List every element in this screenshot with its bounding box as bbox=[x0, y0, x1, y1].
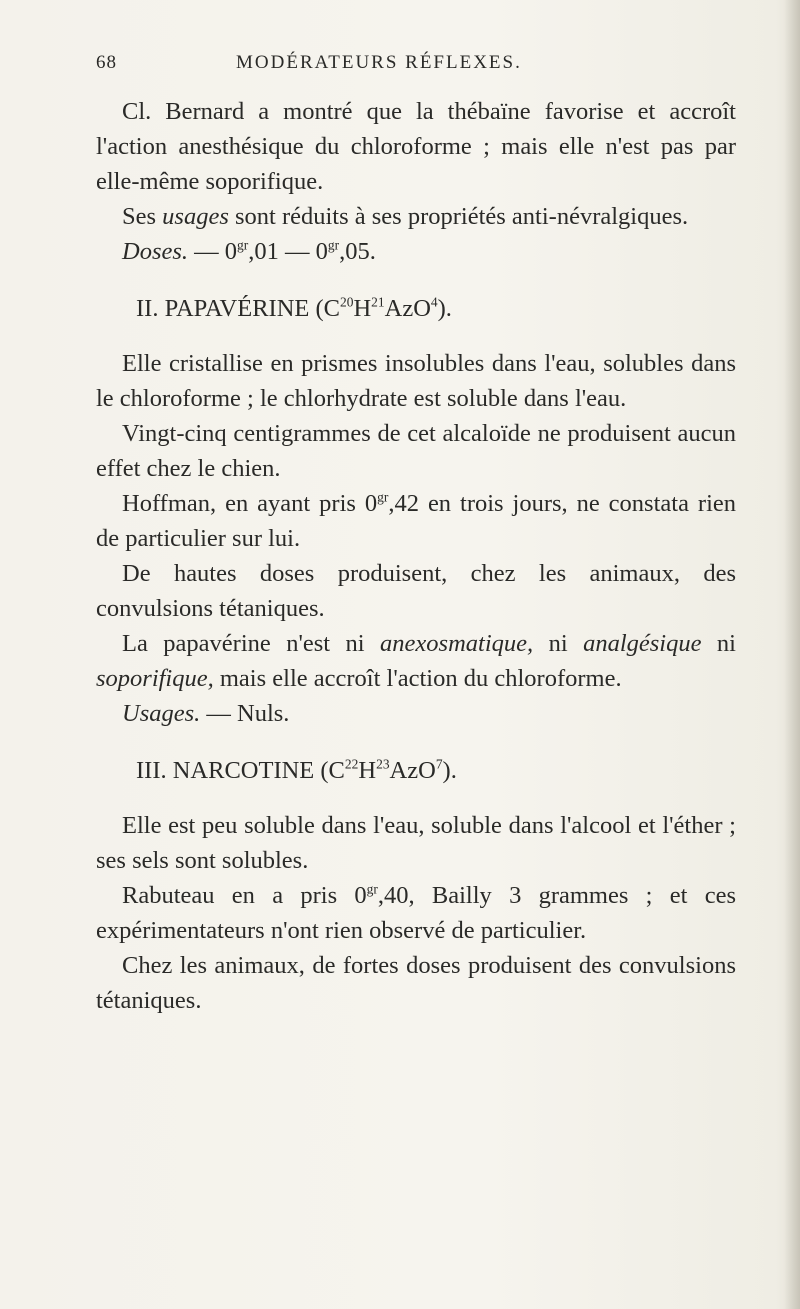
papaverine-paragraph-4: De hautes doses produisent, chez les animaux, des convulsions tétaniques. bbox=[96, 560, 736, 622]
page-number: 68 bbox=[96, 52, 117, 73]
papaverine-paragraph-5: La papavérine n'est ni anexosmatique, ni analgésique ni soporifique, mais elle accroît l'action du chloroforme. bbox=[96, 630, 736, 692]
thebaine-paragraph: Cl. Bernard a montré que la thébaïne favorise et accroît l'action anesthésique du chloroforme ; mais elle n'est pas par elle-même soporifique. bbox=[96, 98, 736, 195]
papaverine-paragraph-3: Hoffman, en ayant pris $0^{gr},42$ en trois jours, ne constata rien de particulier sur lui. bbox=[96, 489, 736, 552]
page-edge-shadow bbox=[784, 0, 800, 1309]
narcotine-paragraph-3: Chez les animaux, de fortes doses produisent des convulsions tétaniques. bbox=[96, 952, 736, 1014]
section-heading-narcotine: III. NARCOTINE $(C^{22}H^{23}AzO^7)$. bbox=[136, 756, 457, 784]
papaverine-paragraph-2: Vingt-cinq centigrammes de cet alcaloïde ne produisent aucun effet chez le chien. bbox=[96, 420, 736, 482]
thebaine-doses: Doses. — $0^{gr},01$ — $0^{gr},05$. bbox=[122, 237, 376, 265]
section-heading-papaverine: II. PAPAVÉRINE $(C^{20}H^{21}AzO^4)$. bbox=[136, 294, 452, 322]
thebaine-usages: Ses usages sont réduits à ses propriétés anti-névralgiques. bbox=[122, 203, 689, 230]
narcotine-paragraph-1: Elle est peu soluble dans l'eau, soluble dans l'alcool et l'éther ; ses sels sont solubles. bbox=[96, 812, 736, 874]
papaverine-paragraph-1: Elle cristallise en prismes insolubles dans l'eau, solubles dans le chloroforme ; le chlorhydrate est soluble dans l'eau. bbox=[96, 350, 736, 412]
papaverine-usages: Usages. — Nuls. bbox=[122, 700, 290, 727]
narcotine-paragraph-2: Rabuteau en a pris $0^{gr},40$, Bailly 3 grammes ; et ces expérimentateurs n'ont rien observé de particulier. bbox=[96, 881, 736, 944]
page-header bbox=[96, 52, 706, 82]
running-head: MODÉRATEURS RÉFLEXES. bbox=[236, 52, 522, 73]
body-text bbox=[96, 94, 736, 1018]
